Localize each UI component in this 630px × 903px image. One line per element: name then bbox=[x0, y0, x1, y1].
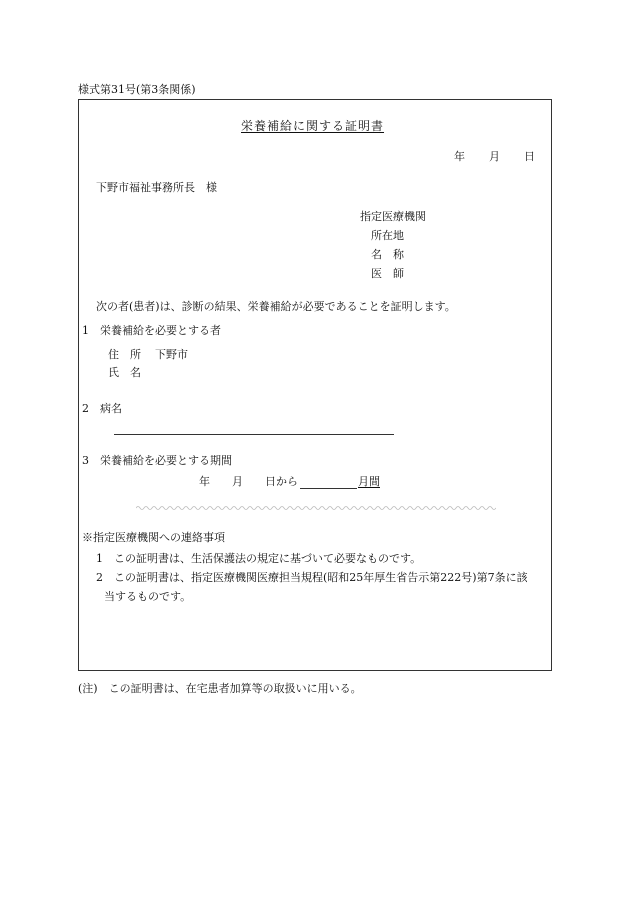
section2-heading: 2 病名 bbox=[82, 402, 122, 415]
patient-address-value: 下野市 bbox=[155, 348, 188, 361]
institution-doctor-label: 医 師 bbox=[371, 267, 404, 280]
period-month-label: 月 bbox=[232, 475, 243, 488]
date-day-label: 日 bbox=[524, 150, 535, 163]
wavy-divider bbox=[136, 505, 496, 511]
notes-heading: ※指定医療機関への連絡事項 bbox=[82, 531, 225, 544]
form-number: 様式第31号(第3条関係) bbox=[78, 83, 196, 96]
date-month-label: 月 bbox=[489, 150, 500, 163]
disease-name-line bbox=[114, 434, 394, 435]
patient-address-label: 住 所 bbox=[108, 348, 141, 361]
notes-item-2-continued: 当するものです。 bbox=[104, 590, 192, 603]
period-year-label: 年 bbox=[199, 475, 210, 488]
period-from-day-label: 日から bbox=[265, 475, 298, 488]
institution-name-label: 名 称 bbox=[371, 248, 404, 261]
section1-heading: 1 栄養補給を必要とする者 bbox=[82, 324, 221, 337]
notes-item-1: 1 この証明書は、生活保護法の規定に基づいて必要なものです。 bbox=[96, 552, 422, 565]
footnote: (注) この証明書は、在宅患者加算等の取扱いに用いる。 bbox=[78, 682, 362, 695]
document-title: 栄養補給に関する証明書 bbox=[241, 119, 385, 133]
period-months-line bbox=[300, 488, 357, 489]
institution-heading: 指定医療機関 bbox=[360, 210, 426, 223]
notes-item-2: 2 この証明書は、指定医療機関医療担当規程(昭和25年厚生省告示第222号)第7条に該 bbox=[96, 571, 528, 584]
institution-address-label: 所在地 bbox=[371, 229, 404, 242]
period-months-label: 月間 bbox=[358, 475, 380, 488]
patient-name-label: 氏 名 bbox=[108, 366, 141, 379]
addressee: 下野市福祉事務所長 様 bbox=[96, 181, 217, 194]
certification-statement: 次の者(患者)は、診断の結果、栄養補給が必要であることを証明します。 bbox=[96, 300, 456, 313]
section3-heading: 3 栄養補給を必要とする期間 bbox=[82, 454, 232, 467]
date-year-label: 年 bbox=[454, 150, 465, 163]
